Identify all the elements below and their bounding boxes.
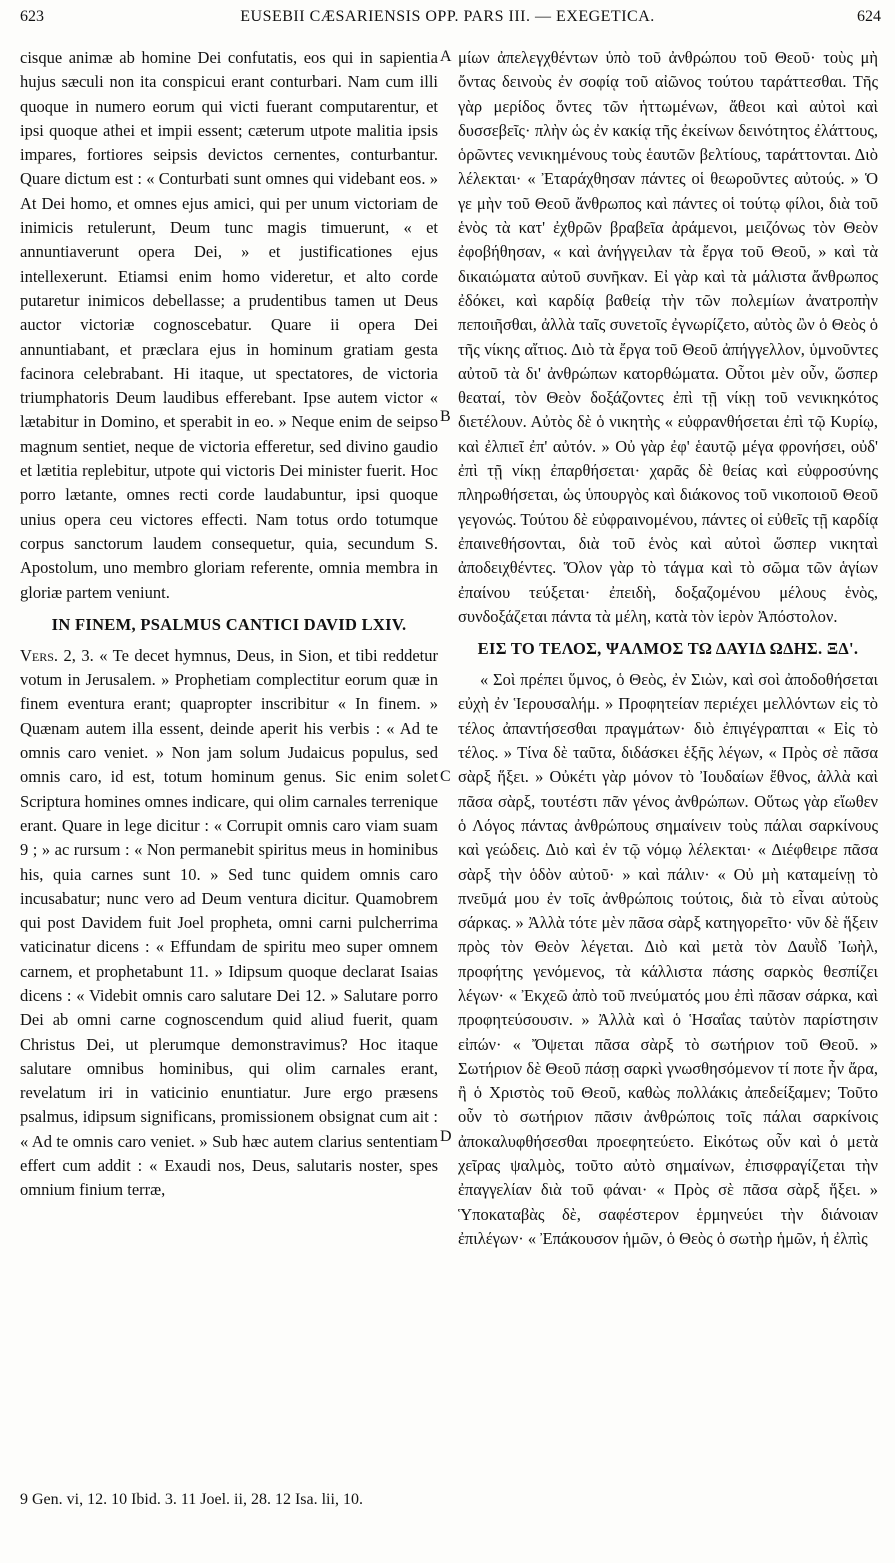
margin-letter-d: D	[440, 1128, 452, 1145]
verse-reference: Vers. 2, 3.	[20, 645, 94, 665]
greek-column	[458, 46, 878, 1251]
latin-psalm-heading: IN FINEM, PSALMUS CANTICI DAVID LXIV.	[51, 614, 407, 634]
greek-psalm-heading: ΕΙΣ ΤΟ ΤΕΛΟΣ, ΨΑΛΜΟΣ ΤΩ ΔΑΥΙΔ ΩΔΗΣ. ΞΔ'.	[477, 639, 859, 659]
latin-column	[20, 46, 438, 1203]
page-number-right: 624	[857, 8, 881, 25]
margin-letter-b: B	[440, 408, 451, 425]
footnotes: 9 Gen. vi, 12. 10 Ibid. 3. 11 Joel. ii, 28. 12 Isa. lii, 10.	[20, 1491, 363, 1508]
latin-paragraph-1: cisque animæ ab homine Dei confutatis, eos qui in sapientia hujus sæculi non ita conspicui erant conturbari. Nam cum illi quoque in numero eorum qui victi fuerant computarentur, et ipsi quoque athei et impii essent; cæterum utpote malitia ipsis impares, fortiores seipsis devictos cernentes, conturbantur. Quare dictum est : « Conturbati sunt omnes qui videbant eos. » At Dei homo, et omnes ejus amici, qui per unum victoriam de inimicis retulerunt, Deum tunc magis timuerunt, « et annuntiaverunt opera Dei, » et justificationes ejus intellexerunt. Etiamsi enim homo videretur, et alto corde putaretur inimicos debellasse; a prudentibus tamen ut Deus auctor victoriæ cognoscebatur. Quare ii opera Dei annuntiabant, et præclara ejus in hominum gratiam gesta facinora celebrabant. Hi itaque, ut spectatores, de victoria triumphatoris Deum laudibus efferebant. Ipse autem victor « lætabitur in Domino, et sperabit in eo. » Neque enim de seipso magnum sentiet, neque de victoria efferetur, sed divino gaudio et lætitia replebitur, utpote qui victoris Dei minister fuerit. Hoc porro lætante, omnes recti corde laudabuntur, ipsi quoque unius opera ceu victores effecti. Nam totus ordo totumque corpus sanctorum laudem consequetur, quia, secundum S. Apostolum, uno membro gloriam referente, omnia membra in gloriæ partem veniunt.	[20, 48, 438, 602]
latin-paragraph-2	[20, 644, 438, 1203]
page-number-left: 623	[20, 8, 44, 25]
greek-paragraph-1: μίων ἀπελεγχθέντων ὑπὸ τοῦ ἀνθρώπου τοῦ Θεοῦ· τοὺς μὴ ὄντας δεινοὺς ἐν σοφίᾳ τοῦ αἰῶνος τούτου ταράττεσθαι. Τῆς γὰρ μερίδος ὄντες τῶν ἡττωμένων, ἄθεοι καὶ αὐτοὶ καὶ δυσσεβεῖς· πλὴν ὡς ἐν κακίᾳ τῆς ἐκείνων δεινότητος ἐλάττους, ὁρῶντες νενικημένους τοὺς ἑαυτῶν βελτίους, ταράττονται. Διὸ λέλεκται· « Ἐταράχθησαν πάντες οἱ θεωροῦντες αὐτούς. » Ὁ γε μὴν τοῦ Θεοῦ ἄνθρωπος καὶ πάντες οἱ τούτῳ φίλοι, διὰ τοῦ ἑνὸς τὰ κατ' ἐχθρῶν βραβεῖα ἀράμενοι, μειζόνως τὸν Θεὸν ἐφοβήθησαν, « καὶ ἀνήγγειλαν τὰ ἔργα τοῦ Θεοῦ, » καὶ τὰ δικαιώματα αὐτοῦ συνῆκαν. Εἰ γὰρ καὶ τὰ μάλιστα ἄνθρωπος ἐδόκει, καὶ καρδίᾳ βαθείᾳ τὴν τῶν πολεμίων ἀνατροπὴν πεποιῆσθαι, ἀλλὰ ταῖς συνετοῖς ἐγνωρίζετο, αὐτὸς ὢν ὁ Θεὸς ὁ τῆς νίκης αἴτιος. Διὸ τὰ ἔργα τοῦ Θεοῦ ἀπήγγελλον, ὑμνοῦντες αὐτοῦ τὰ δι' ἀνθρώπων κατορθώματα. Οὗτοι μὲν οὖν, ὥσπερ θεαταί, τὸν Θεὸν δοξάζοντες ἐπὶ τῇ νίκῃ τοῦ νενικηκότος διετέλουν. Αὐτὸς δὲ ὁ νικητὴς « εὐφρανθήσεται ἐπὶ τῷ Κυρίῳ, καὶ ἐλπιεῖ ἐπ' αὐτόν. » Οὐ γὰρ ἐφ' ἑαυτῷ μέγα φρονήσει, οὐδ' ἐπὶ τῇ νίκῃ ἐπαρθήσεται· χαρᾶς δὲ θείας καὶ εὐφροσύνης πληρωθήσεται, ὡς ὑπουργὸς καὶ διάκονος τοῦ νικοποιοῦ Θεοῦ γεγονώς. Τούτου δὲ εὐφραινομένου, πάντες οἱ εὐθεῖς τῇ καρδίᾳ ἐπαινεθήσονται, διὰ τοῦ ἑνὸς καὶ αὐτοὶ ὥσπερ νικηταὶ ἀποδειχθέντες. Ὅλον γὰρ τὸ τάγμα καὶ τὸ σῶμα τῶν ἁγίων ἐπαίνου τεύξεται· ἐπειδὴ, δοξαζομένου μέλους ἑνὸς, συνδοξάζεται πάντα τὰ μέλη, κατὰ τὸν ἱερὸν Ἀπόστολον.	[458, 48, 878, 626]
margin-letter-a: A	[440, 48, 452, 65]
running-title: EUSEBII CÆSARIENSIS OPP. PARS III. — EXEGETICA.	[240, 8, 655, 25]
greek-paragraph-2: « Σοὶ πρέπει ὕμνος, ὁ Θεὸς, ἐν Σιὼν, καὶ σοὶ ἀποδοθήσεται εὐχὴ ἐν Ἱερουσαλήμ. » Προφητείαν περιέχει μελλόντων εἰς τὸ τέλος ἀπαντήσεσθαι πραγμάτων· διὸ ἐπιγέγραπται « Εἰς τὸ τέλος. » Τίνα δὲ ταῦτα, διδάσκει ἑξῆς λέγων, « Πρὸς σὲ πᾶσα σὰρξ ἥξει. » Οὐκέτι γὰρ μόνον τὸ Ἰουδαίων ἔθνος, ἀλλὰ καὶ πᾶσα σὰρξ, τουτέστι πᾶν γένος ἀνθρώπων. Οὕτως γὰρ εἴωθεν ὁ Λόγος πάντας ἀνθρώπους σημαίνειν τοὺς πάλαι σαρκίνους καὶ γεώδεις. Διὸ καὶ ἐν τῷ νόμῳ λέλεκται· « Διέφθειρε πᾶσα σὰρξ τὴν ὁδὸν αὐτοῦ· » καὶ πάλιν· « Οὐ μὴ καταμείνῃ τὸ πνεῦμά μου ἐν τοῖς ἀνθρώποις τούτοις, διὰ τὸ εἶναι αὐτοὺς σάρκας. » Ἀλλὰ τότε μὲν πᾶσα σὰρξ κατηγορεῖτο· νῦν δὲ ἥξειν πρὸς τὸν Θεὸν λέγεται. Διὸ καὶ μετὰ τὸν Δαυῒδ Ἰωὴλ, προφήτης γενόμενος, τὰ κάλλιστα πάσης σαρκὸς θεσπίζει λέγων· « Ἐκχεῶ ἀπὸ τοῦ πνεύματός μου ἐπὶ πᾶσαν σάρκα, καὶ προφητεύσουσιν. » Ἀλλὰ καὶ ὁ Ἡσαΐας ταὐτὸν παρίστησιν εἰπών· « Ὄψεται πᾶσα σὰρξ τὸ σωτήριον τοῦ Θεοῦ. » Σωτήριον δὲ Θεοῦ πάσῃ σαρκὶ γνωσθησόμενον τί ποτε ἦν ἄρα, ἢ ὁ Χριστὸς τοῦ Θεοῦ, καθὼς πολλάκις ἀπεδείξαμεν; Τοῦτο οὖν τὸ σωτήριον πᾶσιν ἀνθρώποις τοῖς πάλαι σαρκίνοις ἀποκαλυφθήσεσθαι προεφητεύετο. Εἰκότως οὖν καὶ ὁ μετὰ χεῖρας ψαλμὸς, τοῦτο αὐτὸ σημαίνων, ἐπισφραγίζεται τὴν ἐπαγγελίαν διὰ τοῦ φάναι· « Πρὸς σὲ πᾶσα σὰρξ ἥξει. » Ὑποκαταβὰς δὲ, σαφέστερον ἑρμηνεύει τὴν διάνοιαν ἐπιλέγων· « Ἐπάκουσον ἡμῶν, ὁ Θεὸς ὁ σωτὴρ ἡμῶν, ἡ ἐλπὶς	[458, 670, 878, 1248]
page-header	[0, 8, 895, 32]
latin-paragraph-2-text: « Te decet hymnus, Deus, in Sion, et tibi reddetur votum in Jerusalem. » Prophetiam complectitur eorum quæ in finem eventura erant; quapropter inscribitur « In finem. » Quænam autem illa essent, deinde aperit his verbis : « Ad te omnis caro veniet. » Non jam solum Judaicus populus, sed omnis caro, id est, totum hominum genus. Sic enim solet Scriptura homines omnes indicare, qui olim carnales terrenique erant. Quare in lege dicitur : « Corrupit omnis caro viam suam 9 ; » ac rursum : « Non permanebit spiritus meus in hominibus his, quia carnes sunt 10. » Sed tunc quidem omnis caro incusabatur; nunc vero ad Deum ventura dicitur. Quamobrem qui post Davidem fuit Joel propheta, omni carni pulcherrima vaticinatur dicens : « Effundam de spiritu meo super omnem carnem, et prophetabunt 11. » Idipsum quoque declarat Isaias dicens : « Videbit omnis caro salutare Dei 12. » Salutare porro Dei ab omni carne cognoscendum quid aliud fuerit, quam Christus Dei, ut plerumque demonstravimus? Hoc itaque salutare omnibus hominibus, qui olim carnales erant, revelatum iri in vaticinio enuntiatur. Jure ergo præsens psalmus, idipsum significans, promissionem obsignat cum ait : « Ad te omnis caro veniet. » Sub hæc autem clarius sententiam effert cum addit : « Exaudi nos, Deus, salutaris noster, spes omnium finium terræ,	[20, 645, 438, 1200]
margin-letter-c: C	[440, 768, 451, 785]
